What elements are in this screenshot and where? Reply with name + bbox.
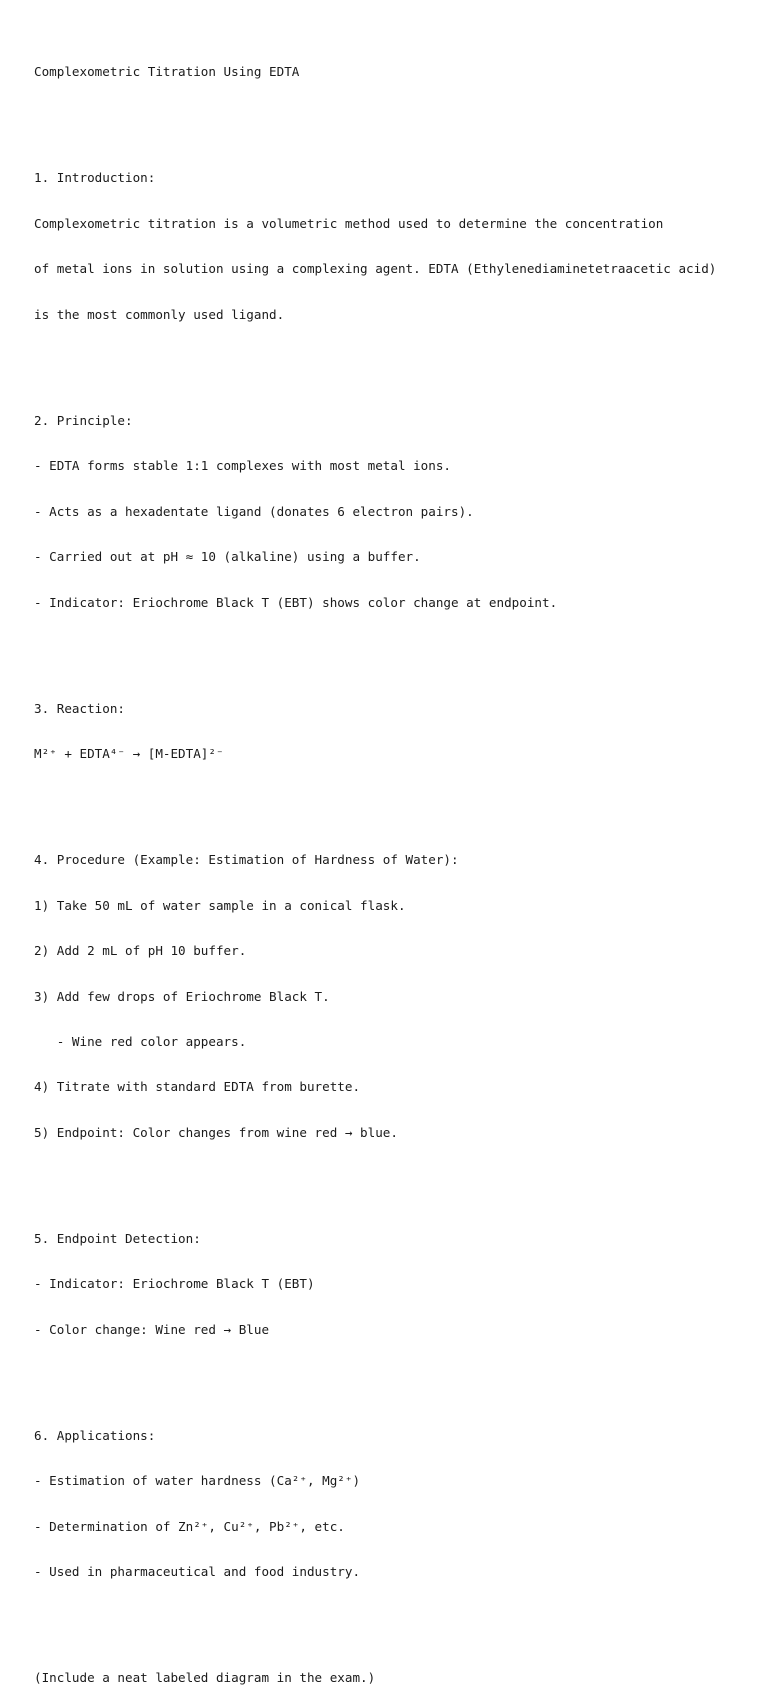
introduction-line: of metal ions in solution using a complexing agent. EDTA (Ethylenediaminetetraacetic acid) — [34, 261, 717, 277]
applications-item: - Determination of Zn²⁺, Cu²⁺, Pb²⁺, etc. — [34, 1518, 345, 1534]
spacer — [34, 792, 762, 807]
introduction-line: is the most commonly used ligand. — [34, 306, 285, 322]
spacer — [34, 1170, 762, 1185]
procedure-step: 3) Add few drops of Eriochrome Black T. — [34, 988, 330, 1004]
procedure-step: 1) Take 50 mL of water sample in a conical flask. — [34, 897, 406, 913]
spacer — [34, 352, 762, 367]
principle-item: - Indicator: Eriochrome Black T (EBT) shows color change at endpoint. — [34, 594, 558, 610]
spacer — [34, 110, 762, 125]
document-body — [34, 34, 762, 1701]
spacer — [34, 1610, 762, 1625]
principle-heading: 2. Principle: — [34, 412, 133, 428]
reaction-equation: M²⁺ + EDTA⁴⁻ → [M-EDTA]²⁻ — [34, 746, 224, 762]
reaction-heading: 3. Reaction: — [34, 700, 125, 716]
procedure-step: 4) Titrate with standard EDTA from burette. — [34, 1079, 361, 1095]
applications-heading: 6. Applications: — [34, 1427, 156, 1443]
introduction-heading: 1. Introduction: — [34, 170, 156, 186]
endpoint-item: - Indicator: Eriochrome Black T (EBT) — [34, 1276, 315, 1292]
procedure-step: 2) Add 2 mL of pH 10 buffer. — [34, 943, 247, 959]
applications-item: - Estimation of water hardness (Ca²⁺, Mg²⁺) — [34, 1473, 361, 1489]
introduction-line: Complexometric titration is a volumetric method used to determine the concentration — [34, 215, 664, 231]
exam-note: (Include a neat labeled diagram in the exam.) — [34, 1670, 376, 1686]
document-title: Complexometric Titration Using EDTA — [34, 64, 300, 80]
spacer — [34, 640, 762, 655]
applications-item: - Used in pharmaceutical and food industry. — [34, 1564, 361, 1580]
principle-item: - Acts as a hexadentate ligand (donates 6 electron pairs). — [34, 503, 474, 519]
procedure-substep: - Wine red color appears. — [34, 1034, 247, 1049]
procedure-step: 5) Endpoint: Color changes from wine red → blue. — [34, 1124, 398, 1140]
spacer — [34, 1367, 762, 1382]
endpoint-heading: 5. Endpoint Detection: — [34, 1230, 201, 1246]
endpoint-item: - Color change: Wine red → Blue — [34, 1321, 270, 1337]
principle-item: - Carried out at pH ≈ 10 (alkaline) using a buffer. — [34, 549, 421, 565]
procedure-heading: 4. Procedure (Example: Estimation of Hardness of Water): — [34, 852, 459, 868]
principle-item: - EDTA forms stable 1:1 complexes with most metal ions. — [34, 458, 452, 474]
